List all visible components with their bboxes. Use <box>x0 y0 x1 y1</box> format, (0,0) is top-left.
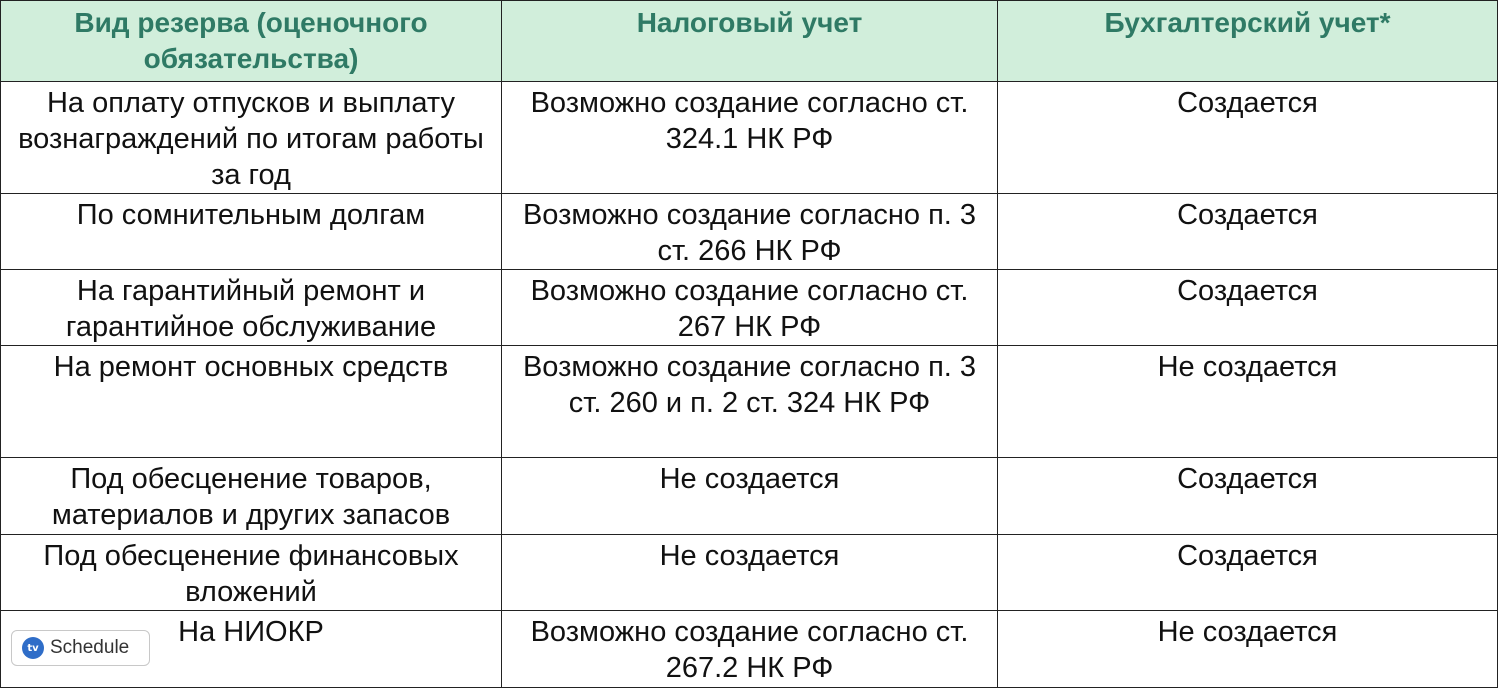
cell-reserve-type: На ремонт основных средств <box>1 346 502 458</box>
table-row <box>1 611 1498 688</box>
cell-tax-accounting: Возможно создание согласно п. 3 ст. 260 и п. 2 ст. 324 НК РФ <box>502 346 998 458</box>
table-row <box>1 270 1498 346</box>
header-reserve-type: Вид резерва (оценочного обязательства) <box>1 1 502 82</box>
cell-book-accounting: Создается <box>998 535 1498 611</box>
cell-book-accounting: Создается <box>998 194 1498 270</box>
tv-logo-icon: tv <box>22 637 44 659</box>
table-row <box>1 346 1498 458</box>
cell-tax-accounting: Возможно создание согласно ст. 267.2 НК РФ <box>502 611 998 688</box>
cell-tax-accounting: Возможно создание согласно п. 3 ст. 266 НК РФ <box>502 194 998 270</box>
table-row <box>1 458 1498 535</box>
cell-book-accounting: Создается <box>998 270 1498 346</box>
cell-book-accounting: Создается <box>998 82 1498 194</box>
table-row <box>1 194 1498 270</box>
cell-tax-accounting: Не создается <box>502 458 998 535</box>
table-row <box>1 535 1498 611</box>
header-book-accounting: Бухгалтерский учет* <box>998 1 1498 82</box>
table-header-row <box>1 1 1498 82</box>
cell-book-accounting: Не создается <box>998 346 1498 458</box>
cell-reserve-type: Под обесценение финансовых вложений <box>1 535 502 611</box>
cell-reserve-type: По сомнительным долгам <box>1 194 502 270</box>
cell-reserve-type: На НИОКР <box>1 611 502 688</box>
table-row <box>1 82 1498 194</box>
cell-reserve-type: На гарантийный ремонт и гарантийное обслуживание <box>1 270 502 346</box>
cell-book-accounting: Не создается <box>998 611 1498 688</box>
cell-tax-accounting: Возможно создание согласно ст. 267 НК РФ <box>502 270 998 346</box>
cell-book-accounting: Создается <box>998 458 1498 535</box>
cell-tax-accounting: Возможно создание согласно ст. 324.1 НК РФ <box>502 82 998 194</box>
schedule-button-label: Schedule <box>50 637 130 658</box>
schedule-button[interactable] <box>11 630 150 666</box>
cell-tax-accounting: Не создается <box>502 535 998 611</box>
cell-reserve-type: На оплату отпусков и выплату вознаграждений по итогам работы за год <box>1 82 502 194</box>
header-tax-accounting: Налоговый учет <box>502 1 998 82</box>
cell-reserve-type: Под обесценение товаров, материалов и других запасов <box>1 458 502 535</box>
